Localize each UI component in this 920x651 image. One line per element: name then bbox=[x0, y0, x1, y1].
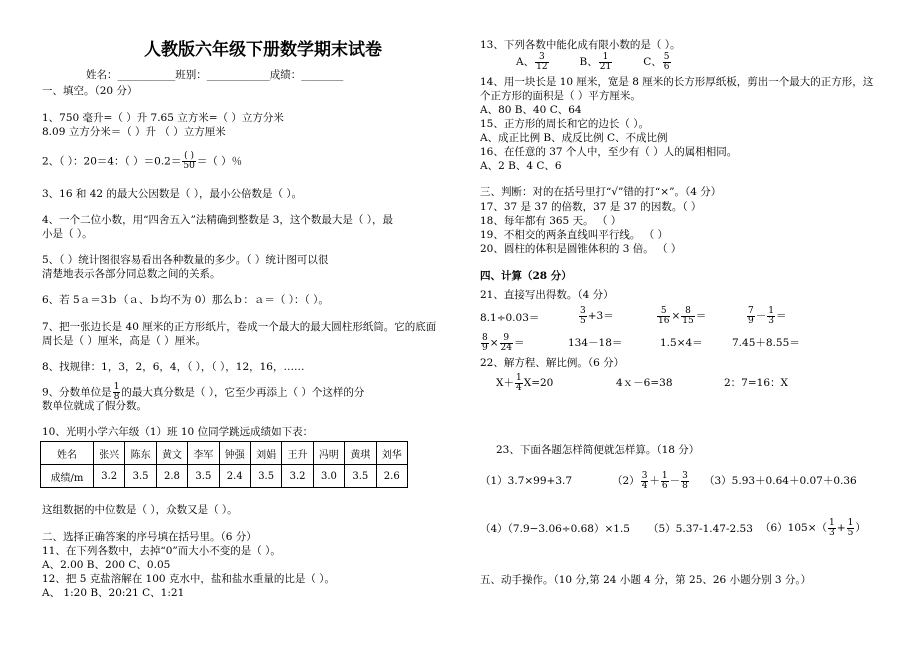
fraction bbox=[515, 374, 523, 393]
question-15: 15、正方形的周长和它的边长（ ）。 bbox=[480, 118, 649, 130]
table-cell: 3.2 bbox=[94, 465, 125, 488]
operator: + bbox=[836, 522, 846, 534]
question-7-line-2: 周长是（ ）厘米，高是（ ）厘米。 bbox=[42, 335, 207, 347]
fraction bbox=[681, 472, 689, 491]
question-2-fraction bbox=[182, 152, 195, 171]
equation-text: X=20 bbox=[523, 377, 554, 389]
question-1-line-2: 8.09 立方分米＝（ ）升 （ ）立方厘米 bbox=[42, 126, 226, 138]
calc-23-3: （3）5.93＋0.64＋0.07＋0.36 bbox=[704, 475, 857, 487]
table-cell: 黄琪 bbox=[345, 442, 376, 465]
fraction-numerator: 8 bbox=[681, 307, 694, 317]
question-9-line-2: 数单位就成了假分数。 bbox=[42, 400, 147, 412]
question-9-mid: 的最大真分数是（ ），它至少再添上（ ）个这样的分 bbox=[121, 386, 365, 399]
fraction bbox=[657, 307, 670, 326]
fraction bbox=[747, 307, 755, 326]
calc-21-7: 1.5×4＝ bbox=[660, 337, 703, 349]
fraction-denominator: 6 bbox=[661, 480, 668, 491]
calc-21-1: 8.1÷0.03＝ bbox=[480, 312, 540, 324]
fraction bbox=[847, 519, 855, 538]
fraction-numerator: ( ) bbox=[184, 151, 195, 161]
calc-21-4 bbox=[746, 303, 786, 329]
fraction-numerator: 3 bbox=[682, 470, 688, 481]
question-3: 3、16 和 42 的最大公因数是（ ），最小公倍数是（ ）。 bbox=[42, 188, 303, 200]
fraction-numerator: 9 bbox=[500, 334, 513, 344]
operator: × bbox=[671, 310, 681, 322]
fraction-numerator: 3 bbox=[535, 53, 548, 63]
fraction-denominator: 5 bbox=[580, 315, 586, 326]
fraction-denominator: 16 bbox=[658, 315, 670, 326]
option-c-fraction bbox=[663, 53, 671, 72]
student-info-line: 姓名：___________班别：____________成绩：________ bbox=[86, 69, 344, 81]
fraction bbox=[661, 472, 669, 491]
table-cell: 王升 bbox=[282, 442, 313, 465]
option-b-label: B、 bbox=[579, 56, 598, 68]
calc-text: （2） bbox=[612, 475, 640, 487]
fraction-denominator: 9 bbox=[482, 342, 488, 353]
fraction-numerator: 8 bbox=[482, 332, 488, 343]
table-cell: 陈东 bbox=[125, 442, 156, 465]
question-1-line-1: 1、750 毫升=（ ）升 7.65 立方米=（ ）立方分米 bbox=[42, 112, 284, 124]
calc-text: ） bbox=[855, 522, 866, 534]
operator: ＋ bbox=[649, 475, 660, 487]
question-17: 17、37 是 37 的倍数，37 是 37 的因数。（ ） bbox=[480, 201, 702, 213]
table-row bbox=[41, 465, 408, 488]
table-cell: 钟强 bbox=[219, 442, 250, 465]
table-cell: 黄文 bbox=[156, 442, 187, 465]
table-cell: 2.4 bbox=[219, 465, 250, 488]
fraction-denominator: 15 bbox=[682, 315, 694, 326]
question-14-line-2: 个正方形的面积是（ ）平方厘米。 bbox=[480, 90, 641, 102]
table-cell: 3.5 bbox=[125, 465, 156, 488]
page-title: 人教版六年级下册数学期末试卷 bbox=[144, 40, 382, 60]
question-7-line-1: 7、把一张边长是 40 厘米的正方形纸片，卷成一个最大的最大圆柱形纸筒。它的底面 bbox=[42, 321, 437, 333]
fraction bbox=[828, 519, 836, 538]
question-11: 11、在下列各数中，去掉“0”而大小不变的是（ ）。 bbox=[42, 545, 281, 557]
fraction-denominator: 3 bbox=[829, 527, 835, 538]
calc-21-3 bbox=[656, 303, 706, 329]
equation-1 bbox=[496, 370, 553, 396]
fraction-denominator: 24 bbox=[500, 342, 512, 353]
fraction bbox=[500, 334, 513, 353]
option-a-label: A、 bbox=[516, 56, 535, 68]
option-a-fraction bbox=[535, 53, 548, 72]
question-15-options: A、成正比例 B、成反比例 C、不成比例 bbox=[480, 132, 668, 144]
fraction-denominator: 3 bbox=[768, 315, 774, 326]
table-cell: 2.8 bbox=[156, 465, 187, 488]
calc-text: （6）105×（ bbox=[760, 522, 828, 534]
fraction-numerator: 1 bbox=[661, 470, 668, 481]
question-19: 19、不相交的两条直线叫平行线。 （ ） bbox=[480, 229, 669, 241]
question-14-options: A、80 B、40 C、64 bbox=[480, 104, 582, 116]
question-6: 6、若 5ａ＝3ｂ（ａ、ｂ均不为 0）那么ｂ：ａ＝（ ）：（ ）。 bbox=[42, 294, 329, 306]
fraction-numerator: 1 bbox=[829, 517, 835, 528]
equation-3: 2：7=16：X bbox=[724, 377, 788, 389]
table-cell: 3.5 bbox=[250, 465, 281, 488]
question-13: 13、下列各数中能化成有限小数的是（ ）。 bbox=[480, 39, 681, 51]
fraction-numerator: 1 bbox=[515, 372, 522, 383]
section-3-heading: 三、判断：对的在括号里打“√”错的打“×”。（4 分） bbox=[480, 186, 722, 198]
option-c-label: C、 bbox=[643, 56, 662, 68]
operator: － bbox=[755, 310, 767, 322]
equation-2: 4ｘ－6=38 bbox=[616, 377, 673, 389]
question-12: 12、把 5 克盐溶解在 100 克水中，盐和盐水重量的比是（ ）。 bbox=[42, 573, 336, 585]
fraction-numerator: 3 bbox=[641, 470, 648, 481]
table-cell: 刘娟 bbox=[250, 442, 281, 465]
question-21: 21、直接写出得数。（4 分） bbox=[480, 289, 614, 301]
calc-21-6: 134－18＝ bbox=[568, 337, 623, 349]
table-cell: 姓名 bbox=[41, 442, 94, 465]
question-22: 22、解方程、解比例。（6 分） bbox=[480, 357, 625, 369]
calc-23-2 bbox=[612, 468, 690, 494]
fraction-numerator: 5 bbox=[657, 307, 670, 317]
calc-21-5 bbox=[480, 330, 525, 356]
calc-text: ＝ bbox=[775, 310, 787, 322]
table-row bbox=[41, 442, 408, 465]
fraction-denominator: 9 bbox=[748, 315, 754, 326]
table-cell: 李军 bbox=[188, 442, 219, 465]
question-2-tail: ＝（ ）％ bbox=[196, 155, 243, 168]
fraction-numerator: 1 bbox=[768, 305, 774, 316]
fraction-denominator: 5 bbox=[847, 527, 854, 538]
table-cell: 成绩/m bbox=[41, 465, 94, 488]
fraction-numerator: 5 bbox=[663, 51, 670, 62]
question-4-line-2: 小是（ ）。 bbox=[42, 228, 93, 240]
table-cell: 3.2 bbox=[282, 465, 313, 488]
operator: × bbox=[489, 337, 499, 349]
fraction-denominator: 12 bbox=[536, 61, 548, 72]
question-11-options: A、2.00 B、200 C、0.05 bbox=[42, 559, 171, 571]
question-9-text: 9、分数单位是 bbox=[42, 386, 112, 399]
question-16: 16、在任意的 37 个人中，至少有（ ）人的属相相同。 bbox=[480, 146, 738, 158]
question-4-line-1: 4、一个二位小数，用“四舍五入”法精确到整数是 3，这个数最大是（ ），最 bbox=[42, 214, 394, 226]
question-2-text: 2、（ ）：20＝4：（ ）＝0.2＝ bbox=[42, 155, 182, 168]
table-cell: 3.0 bbox=[313, 465, 344, 488]
fraction-numerator: 1 bbox=[113, 382, 120, 392]
calc-23-1: （1）3.7×99+3.7 bbox=[480, 475, 573, 487]
fraction-numerator: 1 bbox=[599, 53, 612, 63]
question-23: 23、下面各题怎样简便就怎样算。（18 分） bbox=[496, 444, 700, 456]
table-cell: 3.5 bbox=[345, 465, 376, 488]
question-5-line-2: 清楚地表示各部分同总数之间的关系。 bbox=[42, 268, 221, 280]
question-12-options: A、 1:20 B、20:21 C、1:21 bbox=[42, 587, 185, 599]
fraction-numerator: 7 bbox=[748, 305, 754, 316]
fraction bbox=[767, 307, 775, 326]
section-1-heading: 一、填空。（20 分） bbox=[42, 85, 138, 97]
table-cell: 3.5 bbox=[188, 465, 219, 488]
fraction bbox=[481, 334, 489, 353]
operator: － bbox=[669, 475, 681, 487]
question-14-line-1: 14、用一块长是 10 厘米，宽是 8 厘米的长方形厚纸板，剪出一个最大的正方形，这 bbox=[480, 76, 874, 88]
question-10: 10、光明小学六年级（1）班 10 位同学跳远成绩如下表： bbox=[42, 426, 314, 438]
fraction-denominator: 21 bbox=[599, 61, 612, 72]
question-16-options: A、2 B、4 C、6 bbox=[480, 160, 562, 172]
fraction-denominator: 6 bbox=[663, 61, 670, 72]
fraction bbox=[579, 307, 587, 326]
calc-23-5: （5）5.37-1.47-2.53 bbox=[648, 523, 753, 535]
question-13-options bbox=[480, 50, 672, 74]
table-cell: 冯明 bbox=[313, 442, 344, 465]
question-8: 8、找规律：1，3，2，6，4，（ ），（ ），12，16，…… bbox=[42, 361, 305, 373]
fraction-denominator: 4 bbox=[641, 480, 648, 491]
table-cell: 张兴 bbox=[94, 442, 125, 465]
table-cell: 刘华 bbox=[376, 442, 407, 465]
calc-text: ＝ bbox=[695, 310, 707, 322]
calc-23-4: （4）（7.9−3.06÷0.68）×1.5 bbox=[480, 523, 630, 535]
fraction-denominator: 4 bbox=[515, 382, 522, 393]
question-5-line-1: 5、（ ）统计图很容易看出各种数量的多少。（ ）统计图可以很 bbox=[42, 254, 329, 266]
table-cell: 2.6 bbox=[376, 465, 407, 488]
section-5-heading: 五、动手操作。（10 分,第 24 小题 4 分，第 25、26 小题分别 3 分。） bbox=[480, 574, 812, 586]
equation-text: X＋ bbox=[496, 377, 514, 389]
question-18: 18、每年都有 365 天。 （ ） bbox=[480, 215, 622, 227]
calc-21-8: 7.45＋8.55＝ bbox=[732, 337, 800, 349]
fraction bbox=[681, 307, 694, 326]
fraction bbox=[641, 472, 649, 491]
option-b-fraction bbox=[599, 53, 612, 72]
fraction-denominator: 8 bbox=[113, 392, 120, 402]
calc-21-2 bbox=[578, 303, 614, 329]
fraction-numerator: 1 bbox=[847, 517, 854, 528]
question-10-answer: 这组数据的中位数是（ ），众数又是（ ）。 bbox=[42, 504, 238, 516]
section-2-heading: 二、选择正确答案的序号填在括号里。（6 分） bbox=[42, 531, 257, 543]
question-20: 20、圆柱的体积是圆锥体积的 3 倍。 （ ） bbox=[480, 243, 682, 255]
question-2 bbox=[42, 152, 242, 171]
score-table bbox=[40, 441, 408, 488]
calc-text: +3＝ bbox=[587, 310, 614, 322]
fraction-denominator: 50 bbox=[183, 161, 195, 171]
fraction-numerator: 3 bbox=[580, 305, 586, 316]
calc-23-6 bbox=[760, 515, 866, 541]
calc-text: ＝ bbox=[514, 337, 525, 349]
section-4-heading: 四、计算（28 分） bbox=[480, 270, 572, 282]
fraction-denominator: 8 bbox=[682, 480, 688, 491]
